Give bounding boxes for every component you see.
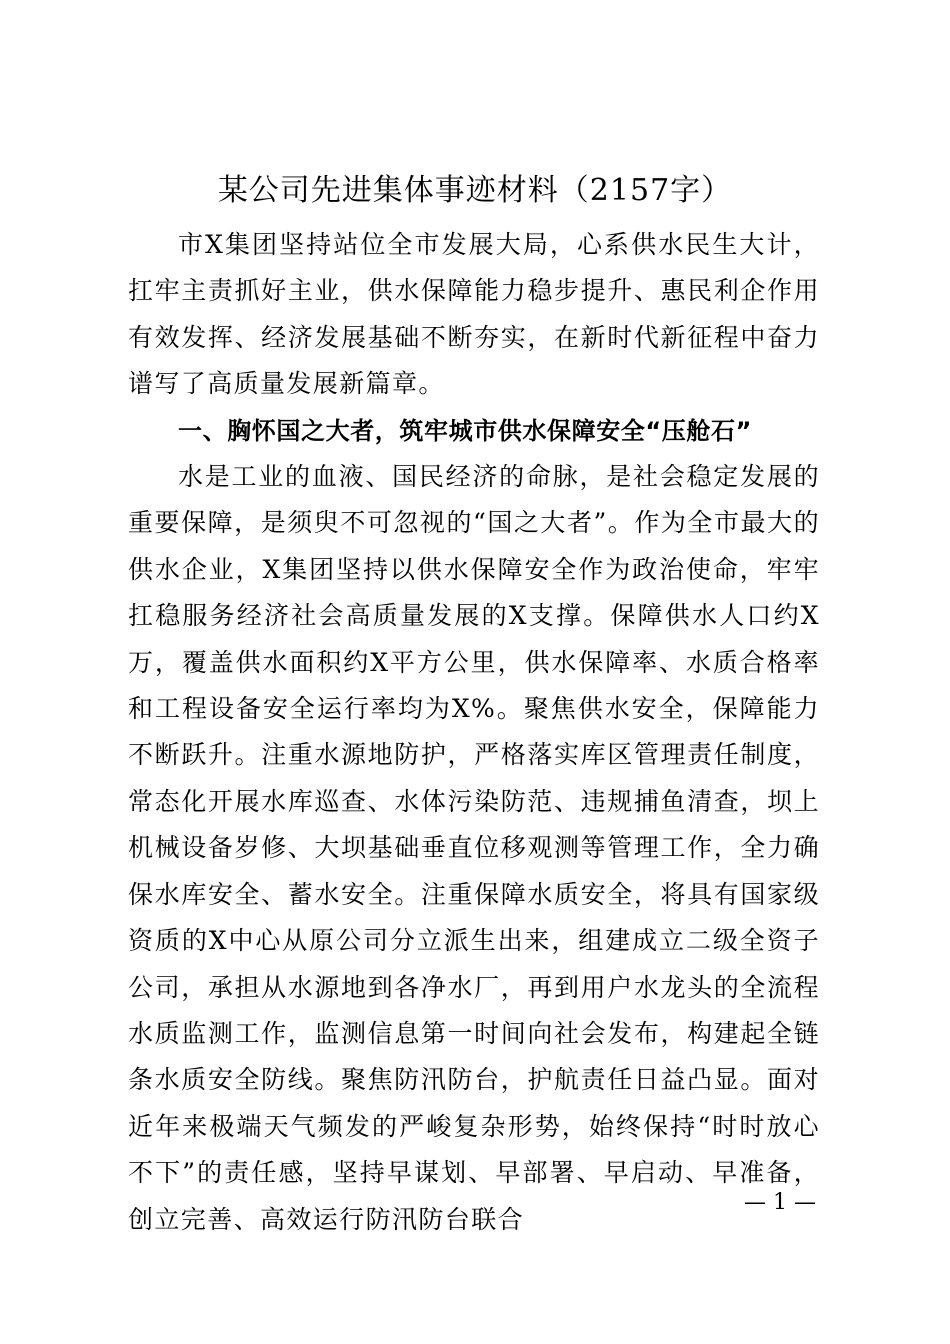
document-title: 某公司先进集体事迹材料（2157字） <box>217 173 733 208</box>
page-number: — 1 — <box>744 1190 816 1215</box>
section-paragraph: 水是工业的血液、国民经济的命脉，是社会稳定发展的重要保障，是须臾不可忽视的“国之大者”。作为全市最大的供水企业，X集团坚持以供水保障安全作为政治使命，牢牢扛稳服务经济社会高质量发展的X支撑。保障供水人口约X万，覆盖供水面积约X平方公里，供水保障率、水质合格率和工程设备安全运行率均为X%。聚焦供水安全，保障能力不断跃升。注重水源地防护，严格落实库区管理责任制度，常态化开展水库巡查、水体污染防范、违规捕鱼清查，坝上机械设备岁修、大坝基础垂直位移观测等管理工作，全力确保水库安全、蓄水安全。注重保障水质安全，将具有国家级资质的X中心从原公司分立派生出来，组建成立二级全资子公司，承担从水源地到各净水厂，再到用户水龙头的全流程水质监测工作，监测信息第一时间向社会发布，构建起全链条水质安全防线。聚焦防汛防台，护航责任日益凸显。面对近年来极端天气频发的严峻复杂形势，始终保持“时时放心不下”的责任感，坚持早谋划、早部署、早启动、早准备，创立完善、高效运行防汛防台联合 <box>128 462 820 1234</box>
document-body <box>128 222 820 1243</box>
section-heading: 一、胸怀国之大者，筑牢城市供水保障安全“压舱石” <box>178 416 752 445</box>
intro-paragraph: 市X集团坚持站位全市发展大局，心系供水民生大计，扛牢主责抓好主业，供水保障能力稳步提升、惠民利企作用有效发挥、经济发展基础不断夯实，在新时代新征程中奋力谱写了高质量发展新篇章。 <box>128 230 820 399</box>
